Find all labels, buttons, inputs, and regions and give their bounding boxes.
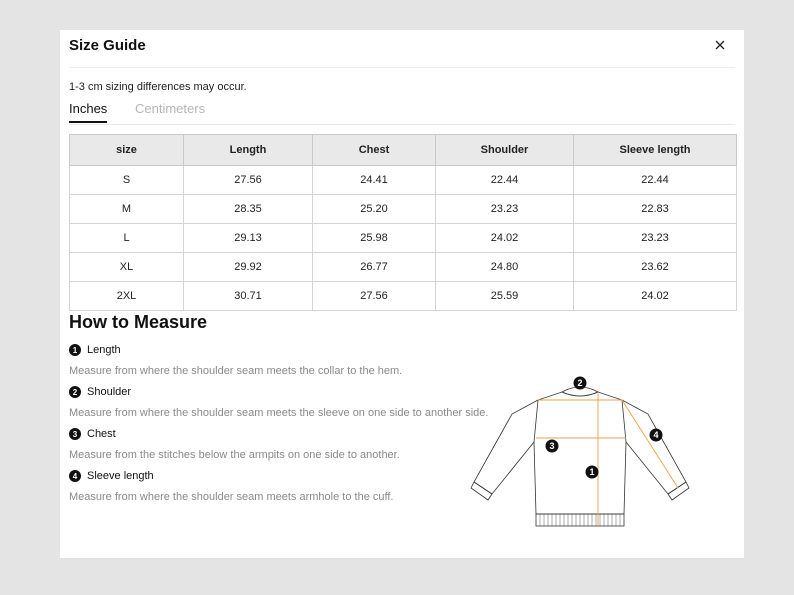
table-row	[70, 282, 737, 311]
table-row	[70, 166, 737, 195]
cell-shoulder: 23.23	[436, 195, 574, 224]
measure-item-chest	[69, 428, 400, 461]
number-2-icon: 2	[69, 386, 81, 398]
header-sleeve-length: Sleeve length	[574, 135, 737, 166]
header-length: Length	[184, 135, 313, 166]
number-1-icon: 1	[69, 344, 81, 356]
measure-description: Measure from the stitches below the armpits on one side to another.	[69, 449, 400, 461]
size-table	[69, 134, 737, 311]
table-row	[70, 195, 737, 224]
cell-size: L	[70, 224, 184, 253]
cell-shoulder: 24.02	[436, 224, 574, 253]
sizing-note: 1-3 cm sizing differences may occur.	[69, 81, 247, 93]
measure-item-sleeve-length	[69, 470, 393, 503]
cell-chest: 25.20	[313, 195, 436, 224]
marker-1-label: 1	[589, 467, 595, 478]
marker-2-label: 2	[577, 378, 583, 389]
table-row	[70, 224, 737, 253]
measure-description: Measure from where the shoulder seam meets armhole to the cuff.	[69, 491, 394, 503]
cell-size: 2XL	[70, 282, 184, 311]
measure-description: Measure from where the shoulder seam meets the collar to the hem.	[69, 365, 403, 377]
cell-sleeve: 22.83	[574, 195, 737, 224]
table-row	[70, 253, 737, 282]
measure-label: Length	[87, 344, 121, 356]
cell-chest: 25.98	[313, 224, 436, 253]
header-size: size	[70, 135, 184, 166]
left-sleeve	[474, 400, 538, 494]
cell-length: 29.13	[184, 224, 313, 253]
measure-label: Sleeve length	[87, 470, 154, 482]
measure-description: Measure from where the shoulder seam meets the sleeve on one side to another side.	[69, 407, 489, 419]
number-4-icon: 4	[69, 470, 81, 482]
cell-chest: 27.56	[313, 282, 436, 311]
size-guide-modal	[60, 30, 744, 558]
header-chest: Chest	[313, 135, 436, 166]
cell-sleeve: 24.02	[574, 282, 737, 311]
close-button[interactable]	[713, 38, 727, 52]
cell-length: 28.35	[184, 195, 313, 224]
cell-length: 27.56	[184, 166, 313, 195]
cell-sleeve: 22.44	[574, 166, 737, 195]
close-icon	[713, 38, 727, 52]
tab-centimeters[interactable]: Centimeters	[135, 101, 206, 116]
modal-header	[69, 30, 735, 68]
modal-title: Size Guide	[69, 37, 146, 54]
cell-shoulder: 22.44	[436, 166, 574, 195]
table-header-row	[70, 135, 737, 166]
number-3-icon: 3	[69, 428, 81, 440]
cell-shoulder: 24.80	[436, 253, 574, 282]
cell-size: M	[70, 195, 184, 224]
cell-length: 29.92	[184, 253, 313, 282]
left-cuff	[471, 482, 492, 500]
sweater-body	[534, 392, 626, 514]
unit-tabs	[69, 101, 735, 125]
cell-sleeve: 23.23	[574, 224, 737, 253]
right-sleeve	[622, 400, 686, 494]
how-to-measure-title: How to Measure	[69, 312, 208, 332]
measure-item-shoulder	[69, 386, 488, 419]
cell-size: S	[70, 166, 184, 195]
sleeve-guide-line	[622, 400, 678, 488]
cell-size: XL	[70, 253, 184, 282]
right-cuff	[668, 482, 689, 500]
cell-chest: 26.77	[313, 253, 436, 282]
cell-shoulder: 25.59	[436, 282, 574, 311]
cell-sleeve: 23.62	[574, 253, 737, 282]
measure-label: Chest	[87, 428, 116, 440]
measure-label: Shoulder	[87, 386, 132, 398]
marker-4-label: 4	[653, 430, 659, 441]
cell-length: 30.71	[184, 282, 313, 311]
tab-inches[interactable]: Inches	[69, 101, 107, 123]
marker-3-label: 3	[549, 441, 555, 452]
header-shoulder: Shoulder	[436, 135, 574, 166]
sweater-measurement-diagram	[470, 370, 690, 530]
cell-chest: 24.41	[313, 166, 436, 195]
measure-item-length	[69, 344, 402, 377]
